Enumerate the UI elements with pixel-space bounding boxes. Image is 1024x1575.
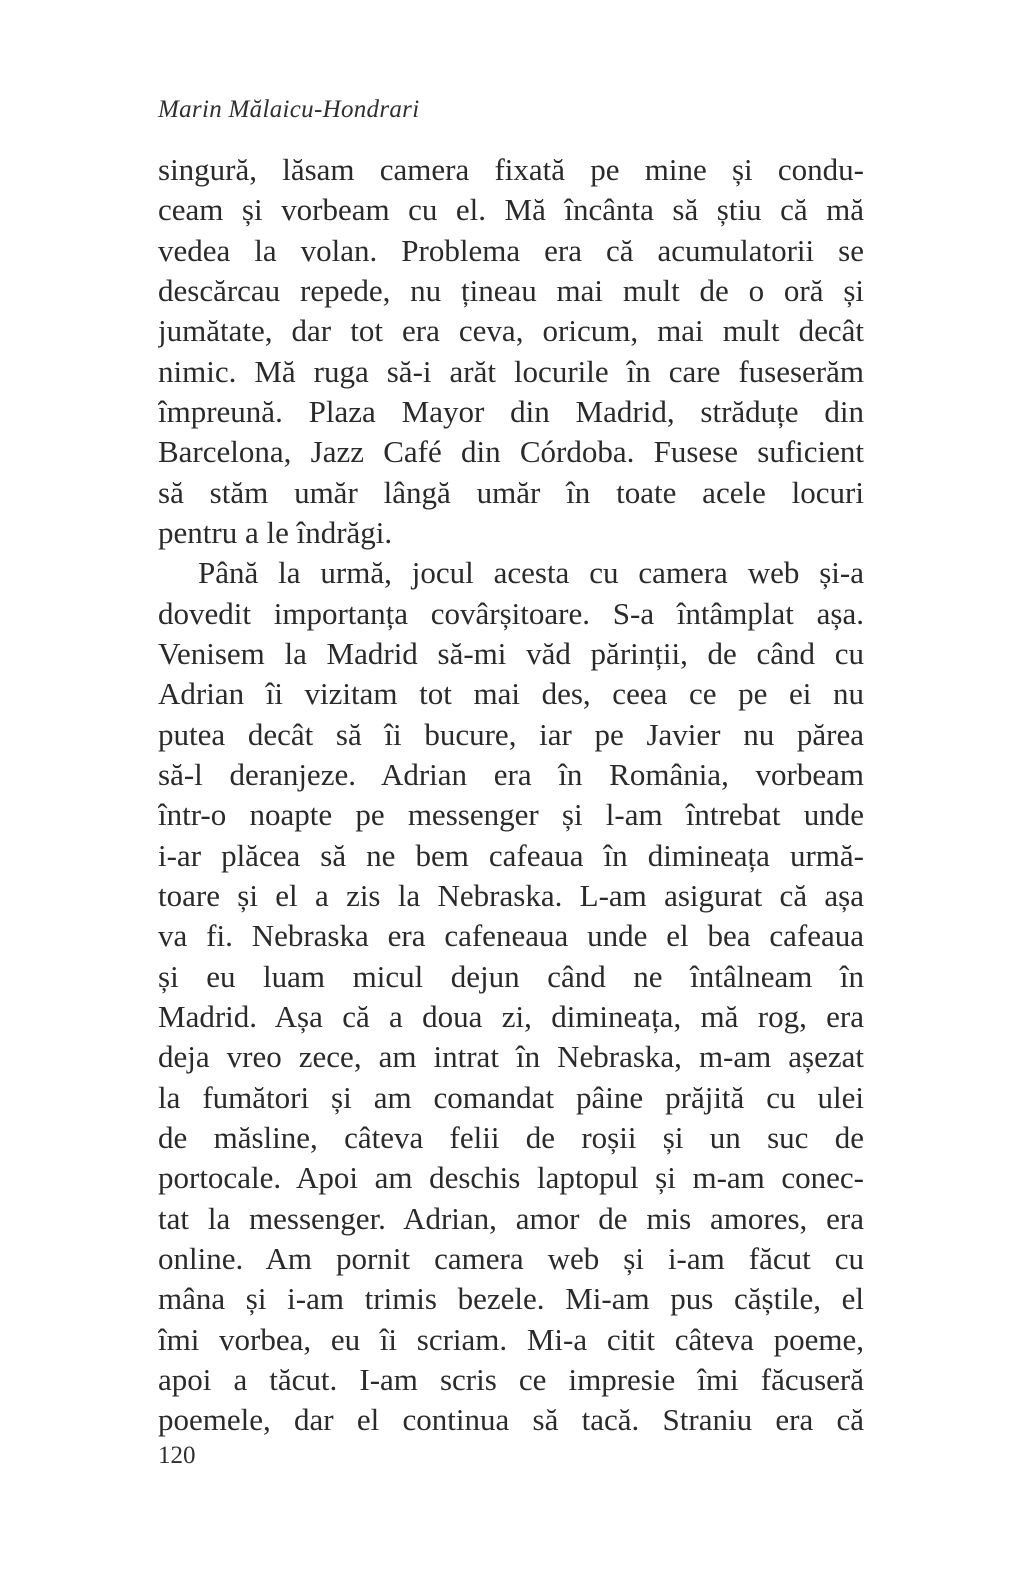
text-line: toare și el a zis la Nebraska. L-am asigurat că așa [158, 877, 864, 913]
text-line: online. Am pornit camera web și i-am făcut cu [158, 1240, 864, 1276]
text-line: împreună. Plaza Mayor din Madrid, străduțe din [158, 393, 864, 429]
text-line: îmi vorbea, eu îi scriam. Mi-a citit câteva poeme, [158, 1321, 864, 1357]
body-text [158, 150, 864, 1441]
text-line: portocale. Apoi am deschis laptopul și m-am conec- [158, 1160, 864, 1196]
text-line: tat la messenger. Adrian, amor de mis amores, era [158, 1200, 864, 1236]
text-line: ceam și vorbeam cu el. Mă încânta să știu că mă [158, 192, 864, 228]
text-line: vedea la volan. Problema era că acumulatorii se [158, 232, 864, 268]
text-line: va fi. Nebraska era cafeneaua unde el bea cafeaua [158, 918, 864, 954]
text-line: apoi a tăcut. I-am scris ce impresie îmi făcuseră [158, 1361, 864, 1397]
text-line: deja vreo zece, am intrat în Nebraska, m-am așezat [158, 1039, 864, 1075]
text-line: să stăm umăr lângă umăr în toate acele locuri [158, 474, 864, 510]
text-line: Adrian îi vizitam tot mai des, ceea ce pe ei nu [158, 676, 864, 712]
text-line: de măsline, câteva felii de roșii și un suc de [158, 1119, 864, 1155]
running-head: Marin Mălaicu-Hondrari [158, 96, 420, 123]
text-line: poemele, dar el continua să tacă. Straniu era că [158, 1402, 864, 1438]
text-line: dovedit importanța covârșitoare. S-a întâmplat așa. [158, 595, 864, 631]
text-line: să-l deranjeze. Adrian era în România, vorbeam [158, 756, 864, 792]
text-line: jumătate, dar tot era ceva, oricum, mai mult decât [158, 313, 864, 349]
text-line: Madrid. Așa că a doua zi, dimineața, mă rog, era [158, 998, 864, 1034]
text-line: i-ar plăcea să ne bem cafeaua în dimineața urmă- [158, 837, 864, 873]
text-line: mâna și i-am trimis bezele. Mi-am pus căștile, el [158, 1281, 864, 1317]
text-line: putea decât să îi bucure, iar pe Javier nu părea [158, 716, 864, 752]
text-line: la fumători și am comandat pâine prăjită cu ulei [158, 1079, 864, 1115]
text-line: pentru a le îndrăgi. [158, 514, 393, 550]
text-line: într-o noapte pe messenger și l-am întrebat unde [158, 797, 864, 833]
text-line: nimic. Mă ruga să-i arăt locurile în care fuseserăm [158, 353, 864, 389]
text-line: singură, lăsam camera fixată pe mine și condu- [158, 152, 864, 187]
text-line: Barcelona, Jazz Café din Córdoba. Fusese suficient [158, 434, 864, 470]
text-line: Până la urmă, jocul acesta cu camera web și-a [198, 555, 864, 591]
text-line: Venisem la Madrid să-mi văd părinții, de când cu [158, 635, 864, 671]
text-line: și eu luam micul dejun când ne întâlneam în [158, 958, 864, 994]
text-line: descărcau repede, nu țineau mai mult de o oră și [158, 272, 864, 308]
page-number: 120 [158, 1442, 196, 1469]
